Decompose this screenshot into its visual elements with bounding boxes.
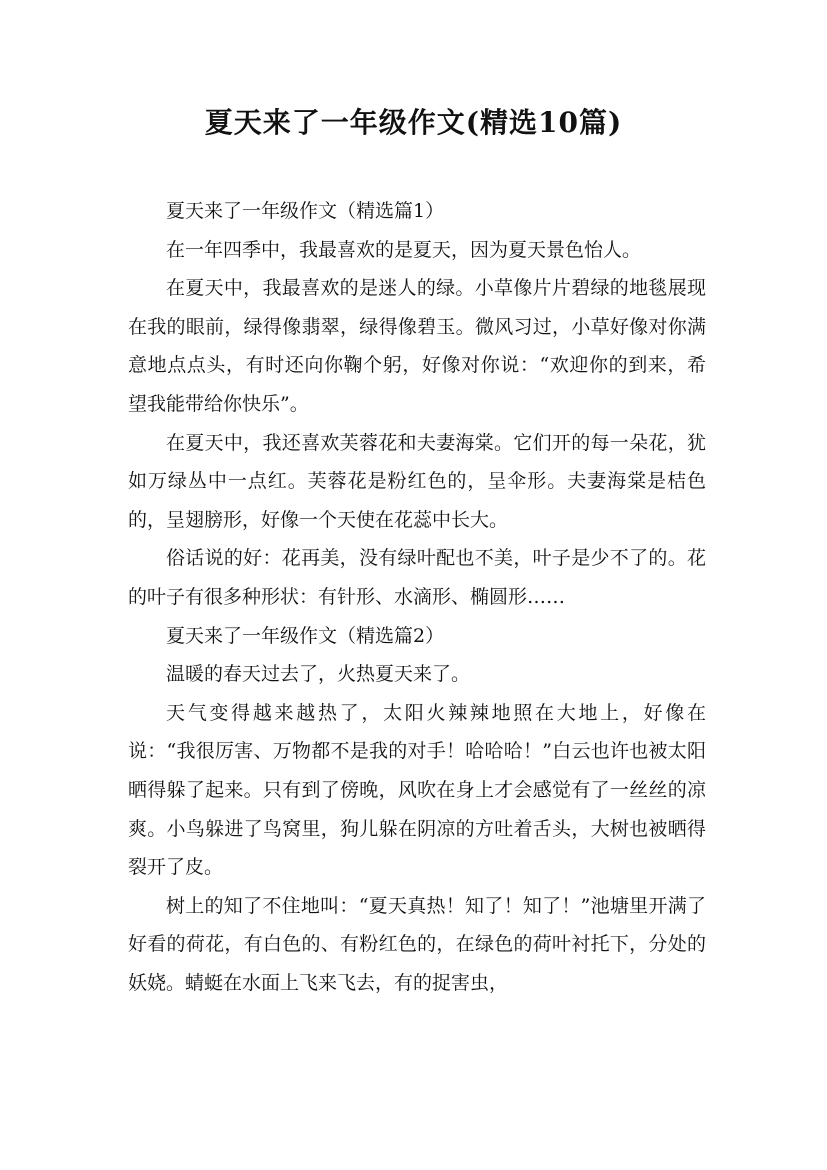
paragraph: 在夏天中，我还喜欢芙蓉花和夫妻海棠。它们开的每一朵花，犹如万绿丛中一点红。芙蓉花是粉红色的，呈伞形。夫妻海棠是桔色的，呈翅膀形，好像一个天使在花蕊中长大。: [128, 431, 706, 531]
paragraph: 温暖的春天过去了，火热夏天来了。: [166, 663, 471, 686]
paragraph: 在一年四季中，我最喜欢的是夏天，因为夏天景色怡人。: [166, 238, 642, 261]
paragraph: 天气变得越来越热了，太阳火辣辣地照在大地上，好像在说：“我很厉害、万物都不是我的对手！哈哈哈！”白云也许也被太阳晒得躲了起来。只有到了傍晚，风吹在身上才会感觉有了一丝丝的凉爽。小鸟躲进了鸟窝里，狗儿躲在阴凉的方吐着舌头，大树也被晒得裂开了皮。: [128, 701, 706, 879]
paragraph: 在夏天中，我最喜欢的是迷人的绿。小草像片片碧绿的地毯展现在我的眼前，绿得像翡翠，绿得像碧玉。微风习过，小草好像对你满意地点点头，有时还向你鞠个躬，好像对你说：“欢迎你的到来，希望我能带给你快乐”。: [128, 277, 706, 415]
document-title: 夏天来了一年级作文(精选10篇): [204, 106, 623, 139]
document-body: [128, 192, 706, 1002]
section-heading-2: 夏天来了一年级作文（精选篇2）: [166, 624, 445, 647]
paragraph: 树上的知了不住地叫：“夏天真热！知了！知了！”池塘里开满了好看的荷花，有白色的、有粉红色的，在绿色的荷叶衬托下，分处的妖娆。蜻蜓在水面上飞来飞去，有的捉害虫，: [128, 894, 706, 994]
paragraph: 俗话说的好：花再美，没有绿叶配也不美，叶子是少不了的。花的叶子有很多种形状：有针形、水滴形、椭圆形……: [128, 547, 706, 608]
section-heading-1: 夏天来了一年级作文（精选篇1）: [166, 200, 445, 222]
